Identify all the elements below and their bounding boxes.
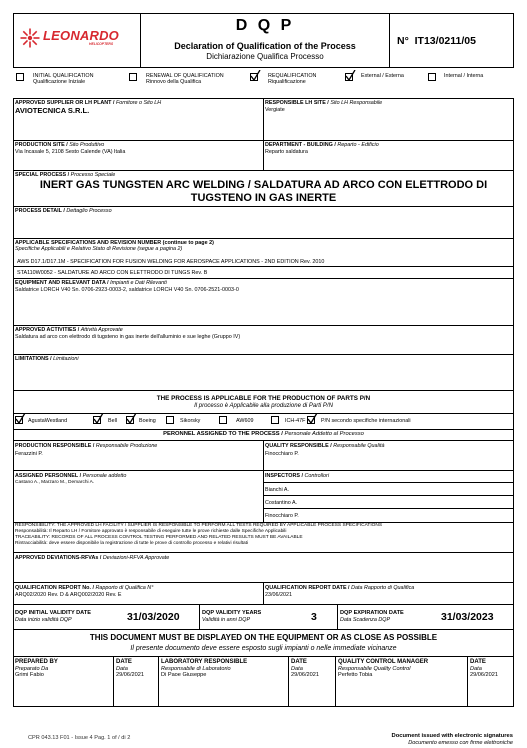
assigned-personnel-label-it: Personale addetto	[82, 473, 127, 479]
inspectors-label-en: INSPECTORS /	[265, 473, 303, 479]
assigned-personnel-label-en: ASSIGNED PERSONNEL /	[15, 473, 82, 479]
personnel-title-en: PERONNEL ASSIGNED TO THE PROCESS /	[163, 431, 283, 437]
part-checkbox-sikorsky[interactable]	[166, 416, 174, 424]
quality-responsible-label-it: Responsabile Qualità	[333, 443, 385, 449]
limitations-label-it: Limitazioni	[53, 356, 79, 362]
responsible-site-value: Vergiate	[265, 107, 285, 113]
department-label-en: DEPARTMENT - BUILDING /	[265, 142, 336, 148]
qualification-report-value: ARQ02/2020 Rev. D & ARQ002/2020 Rev. E	[15, 592, 122, 598]
qualification-report-date-label-it: Data Rapporto di Qualifica	[351, 585, 415, 591]
supplier-label-en: APPROVED SUPPLIER OR LH PLANT /	[15, 100, 115, 106]
responsibility-line: TRACEABILITY: RECORDS OF ALL PROCESS CONTROL TESTING PERFORMED AND RELATED RESULTS MUST BE AVAILABLE	[15, 534, 303, 540]
expiration-value: 31/03/2023	[441, 611, 494, 623]
initial-validity-label-it: Data inizio validità DQP	[15, 617, 72, 623]
part-label-boeing: Boeing	[139, 418, 156, 424]
department-label-it: Reparto - Edificio	[337, 142, 379, 148]
page-subtitle: Dichiarazione Qualifica Processo	[206, 52, 324, 61]
footer-signature-note-en: Document issued with electronic signatures	[391, 733, 513, 739]
qualification-report-date-value: 23/06/2021	[265, 592, 292, 598]
validity-years-label-it: Validità in anni DQP	[202, 617, 251, 623]
date-value: 29/06/2021	[291, 672, 319, 679]
qualification-report-date-label-en: QUALIFICATION REPORT DATE /	[265, 585, 350, 591]
doc-number-prefix: N°	[397, 35, 409, 47]
production-site-label-en: PRODUCTION SITE /	[15, 142, 68, 148]
part-checkbox-boeing[interactable]	[126, 416, 134, 424]
part-label-bell: Bell	[108, 418, 117, 424]
footer-signature-note	[392, 733, 513, 746]
initial-validity-label: DQP INITIAL VALIDITY DATE	[15, 610, 91, 616]
activities-label-en: APPROVED ACTIVITIES /	[15, 327, 80, 333]
doc-number	[397, 35, 476, 47]
specifications-label: APPLICABLE SPECIFICATIONS AND REVISION NUMBER (continue to page 2)	[15, 240, 214, 246]
assigned-personnel-value: Castano A., Marzaro M., Demarchi A.	[15, 480, 95, 485]
responsibility-line: RESPONSIBILITY: THE APPROVED LH FACILITY / SUPPLIER IS RESPONSIBLE TO PERFORM ALL TESTS REQUIRED BY APPLICABLE PROCESS SPECIFICATIONS	[15, 523, 383, 528]
quality-responsible-label-en: QUALITY RESPONSIBLE /	[265, 443, 332, 449]
part-checkbox-aw609[interactable]	[219, 416, 227, 424]
supplier-label-it: Fornitore o Sito LH	[115, 100, 162, 106]
quality-control-manager-value: Perfetto Tobia	[338, 672, 373, 679]
deviations-label-it: Deviazioni-RFVA Approvate	[102, 555, 170, 561]
activities-value: Saldatura ad arco con elettrodo di tugsteno in gas inerte dell'alluminio e sue leghe (Gruppo IV)	[15, 334, 241, 340]
logo-subtext: HELICOPTERS	[89, 42, 114, 46]
inspector-item: Costantino A.	[265, 500, 298, 506]
date-value: 29/06/2021	[470, 672, 498, 679]
assigned-personnel-label	[15, 473, 126, 479]
initial-qualification-checkbox[interactable]	[16, 73, 24, 81]
responsible-site-label-it: Sito LH Responsabile	[330, 100, 383, 106]
qualification-report-label-it: Rapporto di Qualifica N°	[95, 585, 154, 591]
checkmark-icon	[126, 413, 137, 424]
specification-item: AWS D17.1/D17.1M - SPECIFICATION FOR FUSION WELDING FOR AEROSPACE APPLICATIONS - 2ND EDITION Rev. 2010	[17, 259, 325, 265]
qualification-report-label	[15, 585, 153, 591]
initial-qualification-text: INITIAL QUALIFICATION	[33, 73, 94, 79]
external-checkbox[interactable]	[345, 73, 353, 81]
qualification-report-date-label	[265, 585, 414, 591]
doc-number-value: IT13/0211/05	[414, 35, 476, 47]
supplier-value: AVIOTECNICA S.R.L.	[15, 106, 90, 115]
prepared-by-value: Grimi Fabio	[15, 672, 44, 679]
part-checkbox-agustawestland[interactable]	[15, 416, 23, 424]
display-notice: THIS DOCUMENT MUST BE DISPLAYED ON THE EQUIPMENT OR AS CLOSE AS POSSIBLE	[89, 633, 438, 642]
process-detail-label-it: Dettaglio Processo	[66, 208, 112, 214]
checkmark-icon	[15, 413, 26, 424]
initial-validity-value: 31/03/2020	[127, 611, 180, 623]
logo-text: LEONARDO	[43, 28, 119, 43]
requalification-text: REQUALIFICATION	[268, 73, 317, 79]
production-responsible-label	[15, 443, 157, 449]
date-cell	[291, 659, 319, 679]
deviations-label-en: APPROVED DEVIATIONS-RFVAs /	[15, 555, 102, 561]
activities-label-it: Attività Approvate	[80, 327, 123, 333]
activities-label	[15, 327, 123, 333]
requalification-sub: Riqualificazione	[268, 79, 306, 86]
requalification-checkbox[interactable]	[250, 73, 258, 81]
responsible-site-label	[265, 100, 382, 106]
equipment-label-it: Impianti e Dati Rilevanti	[110, 280, 167, 286]
date-label: DATE	[470, 659, 486, 665]
leonardo-logo	[19, 27, 137, 49]
department-value: Reparto saldatura	[265, 149, 308, 155]
production-site-value: Via Incasale 5, 2108 Sesto Calende (VA) Italia	[15, 149, 126, 155]
deviations-label	[15, 555, 169, 561]
quality-control-manager-label: QUALITY CONTROL MANAGER	[338, 659, 429, 665]
date-cell	[116, 659, 144, 679]
checkmark-icon	[345, 70, 356, 81]
personnel-title	[14, 431, 513, 438]
specification-item: STA110W0052 - SALDATURE AD ARCO CON ELETTRODO DI TUNGS Rev. B	[17, 270, 208, 276]
renewal-label	[146, 73, 226, 85]
applicable-parts-title-it: Il processo è Applicabile alla produzione di Parti P/N	[194, 403, 333, 409]
date-label: DATE	[116, 659, 132, 665]
page-title: Declaration of Qualification of the Process	[174, 41, 356, 51]
responsibility-notes	[15, 523, 382, 546]
renewal-text: RENEWAL OF QUALIFICATION	[146, 73, 224, 79]
date-label-it: Data	[470, 665, 482, 672]
renewal-checkbox[interactable]	[129, 73, 137, 81]
checkmark-icon	[307, 413, 318, 424]
date-label: DATE	[291, 659, 307, 665]
date-cell	[470, 659, 498, 679]
limitations-label	[15, 356, 79, 362]
production-site-label-it: Sito Produttivo	[69, 142, 105, 148]
equipment-value: Saldatrice LORCH V40 Sn. 0706-2923-0003-2, saldatrice LORCH V40 Sn. 0706-2521-0003-0	[15, 287, 239, 293]
laboratory-responsible-value: Di Paoe Giuseppe	[161, 672, 207, 679]
special-process-label	[15, 172, 115, 178]
qualification-report-label-en: QUALIFICATION REPORT No. /	[15, 585, 94, 591]
initial-qualification-label	[33, 73, 94, 85]
responsibility-line: Responsabilità: Il Reparto LH / Fornitore approvato è responsabile di eseguire tutte le prove richieste dalle Specifiche Applicabili	[15, 528, 287, 534]
responsible-site-label-en: RESPONSIBLE LH SITE /	[265, 100, 329, 106]
process-detail-label	[15, 208, 112, 214]
personnel-title-it: Personale Addetto al Processo	[284, 431, 364, 437]
inspector-item: Finocchiaro P.	[265, 513, 299, 519]
part-checkbox-ich47f[interactable]	[271, 416, 279, 424]
process-detail-label-en: PROCESS DETAIL /	[15, 208, 65, 214]
footer-form-code: CPR 043.13 F01 - Issue 4 Pag. 1 of / di 2	[28, 735, 131, 741]
production-responsible-label-it: Responsabile Produzione	[95, 443, 158, 449]
equipment-label-en: EQUIPMENT AND RELEVANT DATA /	[15, 280, 109, 286]
production-responsible-value: Ferazzini P.	[15, 451, 43, 457]
laboratory-responsible-label-it: Responsabile di Laboratorio	[161, 665, 231, 672]
prepared-by-cell	[15, 659, 58, 679]
production-site-label	[15, 142, 104, 148]
quality-control-manager-cell	[338, 659, 428, 679]
initial-qualification-sub: Qualificazione Iniziale	[33, 79, 86, 86]
checkmark-icon	[250, 70, 261, 81]
part-label-agustawestland: AgustaWestland	[28, 418, 68, 424]
validity-years-value: 3	[311, 611, 317, 623]
responsibility-line: Rintracciabilità: deve essere disponibile la registrazione di tutte le prove di controllo processo e relativi risultati	[15, 540, 249, 546]
part-label-international: P/N secondo specifiche internazionali	[321, 418, 411, 424]
limitations-label-en: LIMITATIONS /	[15, 356, 52, 362]
quality-responsible-label	[265, 443, 384, 449]
special-process-label-it: Processo Speciale	[70, 172, 116, 178]
part-label-ich47f: ICH-47F	[285, 418, 306, 424]
department-label	[265, 142, 379, 148]
special-process-label-en: SPECIAL PROCESS /	[15, 172, 70, 178]
special-process-value: INERT GAS TUNGSTEN ARC WELDING / SALDATURA AD ARCO CON ELETTRODO DI TUGSTENO IN GAS INERTE	[39, 179, 488, 205]
part-label-aw609: AW609	[236, 418, 254, 424]
inspectors-label	[265, 473, 329, 479]
part-checkbox-international[interactable]	[307, 416, 315, 424]
doc-type: D Q P	[235, 17, 295, 34]
specifications-label-it: Specifiche Applicabili e Relativo Stato di Revisione (segue a pagina 2)	[15, 246, 183, 252]
leonardo-star-icon	[19, 27, 41, 49]
equipment-label	[15, 280, 167, 286]
checkmark-icon	[93, 413, 104, 424]
prepared-by-label-it: Preparato Da	[15, 665, 49, 672]
footer-signature-note-it: Documento emesso con firme elettroniche	[408, 739, 513, 746]
external-label: External / Esterna	[361, 73, 404, 79]
expiration-label-it: Data Scadenza DQP	[340, 617, 391, 623]
internal-checkbox[interactable]	[428, 73, 436, 81]
internal-label: Internal / Interna	[444, 73, 484, 79]
renewal-sub: Rinnovo della Qualifica	[146, 79, 202, 86]
part-checkbox-bell[interactable]	[93, 416, 101, 424]
quality-control-manager-label-it: Responsabile Quality Control	[338, 665, 411, 672]
prepared-by-label: PREPARED BY	[15, 659, 58, 665]
date-label-it: Data	[116, 665, 128, 672]
requalification-label	[268, 73, 316, 85]
production-responsible-label-en: PRODUCTION RESPONSIBLE /	[15, 443, 95, 449]
expiration-label: DQP EXPIRATION DATE	[340, 610, 404, 616]
quality-responsible-value: Finocchiaro P.	[265, 451, 299, 457]
date-label-it: Data	[291, 665, 303, 672]
laboratory-responsible-label: LABORATORY RESPONSIBLE	[161, 659, 248, 665]
inspectors-label-it: Controllori	[304, 473, 330, 479]
display-notice-it: Il presente documento deve essere esposto sugli impianti o nelle immediate vicinanze	[130, 645, 397, 652]
part-label-sikorsky: Sikorsky	[180, 418, 201, 424]
validity-years-label: DQP VALIDITY YEARS	[202, 610, 262, 616]
applicable-parts-title: THE PROCESS IS APPLICABLE FOR THE PRODUCTION OF PARTS P/N	[156, 395, 371, 402]
inspector-item: Bianchi A.	[265, 487, 289, 493]
date-value: 29/06/2021	[116, 672, 144, 679]
laboratory-responsible-cell	[161, 659, 247, 679]
